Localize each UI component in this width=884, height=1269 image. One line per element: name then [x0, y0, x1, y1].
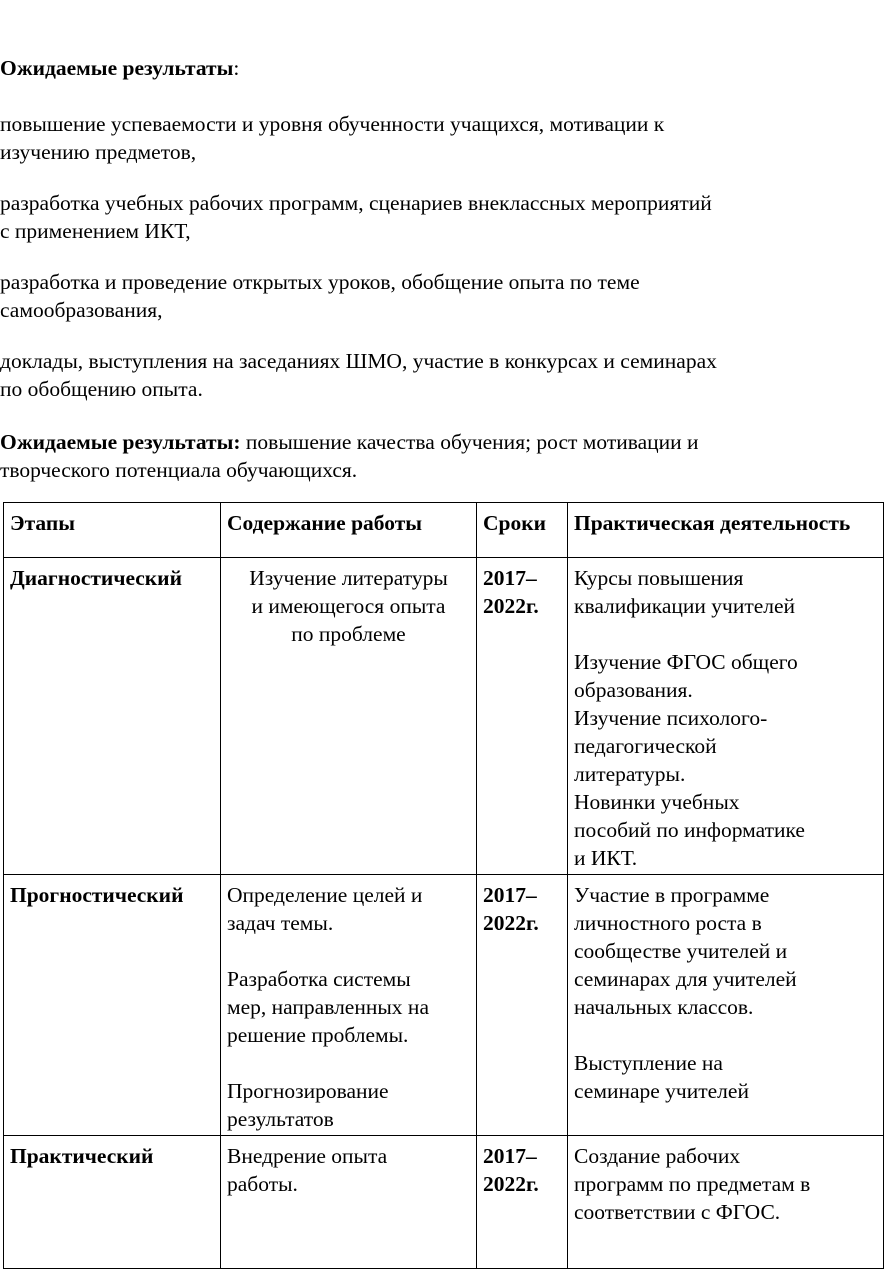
cell-line: личностного роста в [574, 911, 762, 935]
stage-cell: Практический [4, 1136, 221, 1269]
result-item-line: повышение успеваемости и уровня обученности учащихся, мотивации к [0, 112, 665, 136]
cell-line: педагогической [574, 734, 717, 758]
cell-gap [574, 620, 877, 648]
cell-line: программ по предметам в [574, 1172, 811, 1196]
result-item-line: разработка учебных рабочих программ, сценариев внеклассных мероприятий [0, 191, 712, 215]
result-item-line: изучению предметов, [0, 140, 197, 164]
dates-cell [477, 875, 568, 1136]
cell-line: по проблеме [291, 622, 406, 646]
cell-line: образования. [574, 678, 693, 702]
table-row [4, 875, 884, 1136]
cell-line: работы. [227, 1172, 298, 1196]
result-item-line: разработка и проведение открытых уроков, обобщение опыта по теме [0, 270, 640, 294]
cell-line: Разработка системы [227, 967, 411, 991]
result-item-3 [0, 268, 860, 324]
practice-cell [568, 875, 884, 1136]
content-cell [221, 558, 477, 875]
cell-line: решение проблемы. [227, 1023, 409, 1047]
cell-gap [227, 937, 470, 965]
header-stages: Этапы [4, 503, 221, 558]
cell-line: и ИКТ. [574, 846, 638, 870]
result-item-line: самообразования, [0, 298, 163, 322]
content-cell [221, 875, 477, 1136]
stages-table [3, 502, 884, 1269]
result-item-2 [0, 189, 860, 245]
summary-heading: Ожидаемые результаты: [0, 430, 241, 454]
cell-line: мер, направленных на [227, 995, 429, 1019]
cell-line: семинарах для учителей [574, 967, 797, 991]
expected-results-heading [0, 54, 860, 82]
result-item-4 [0, 347, 860, 403]
cell-line: Создание рабочих [574, 1144, 741, 1168]
cell-line: 2022г. [483, 911, 539, 935]
cell-line: Внедрение опыта [227, 1144, 388, 1168]
header-content: Содержание работы [221, 503, 477, 558]
cell-line: и имеющегося опыта [251, 594, 446, 618]
cell-line: начальных классов. [574, 995, 754, 1019]
cell-line: Новинки учебных [574, 790, 740, 814]
cell-line: 2017– [483, 1144, 537, 1168]
result-item-line: доклады, выступления на заседаниях ШМО, участие в конкурсах и семинарах [0, 349, 717, 373]
cell-line: задач темы. [227, 911, 334, 935]
cell-line: Определение целей и [227, 883, 423, 907]
cell-line: 2022г. [483, 594, 539, 618]
heading-colon: : [233, 56, 240, 80]
cell-gap [227, 1049, 470, 1077]
cell-line: соответствии с ФГОС. [574, 1200, 781, 1224]
dates-cell [477, 1136, 568, 1269]
header-dates: Сроки [477, 503, 568, 558]
cell-line: Изучение психолого- [574, 706, 768, 730]
dates-cell [477, 558, 568, 875]
cell-line: Выступление на [574, 1051, 723, 1075]
result-item-1 [0, 110, 860, 166]
cell-line: пособий по информатике [574, 818, 805, 842]
cell-line: Прогнозирование [227, 1079, 389, 1103]
cell-line: Изучение литературы [249, 566, 448, 590]
stage-cell: Прогностический [4, 875, 221, 1136]
cell-line: 2017– [483, 883, 537, 907]
cell-line: Изучение ФГОС общего [574, 650, 798, 674]
expected-results-summary [0, 428, 860, 484]
cell-line: сообществе учителей и [574, 939, 788, 963]
cell-line: литературы. [574, 762, 686, 786]
summary-text: повышение качества обучения; рост мотивации и [240, 430, 699, 454]
cell-line: Курсы повышения [574, 566, 744, 590]
stage-cell: Диагностический [4, 558, 221, 875]
table-row [4, 1136, 884, 1269]
summary-line-1 [0, 428, 860, 456]
result-item-line: по обобщению опыта. [0, 377, 203, 401]
cell-line: семинаре учителей [574, 1079, 749, 1103]
table-header-row [4, 503, 884, 558]
cell-line: Участие в программе [574, 883, 770, 907]
summary-line-2: творческого потенциала обучающихся. [0, 458, 358, 482]
cell-line: результатов [227, 1107, 334, 1131]
table-row [4, 558, 884, 875]
result-item-line: с применением ИКТ, [0, 219, 191, 243]
header-practice: Практическая деятельность [568, 503, 884, 558]
expected-results-title: Ожидаемые результаты [0, 56, 234, 80]
cell-line: 2022г. [483, 1172, 539, 1196]
practice-cell [568, 558, 884, 875]
cell-line: квалификации учителей [574, 594, 796, 618]
cell-line: 2017– [483, 566, 537, 590]
practice-cell [568, 1136, 884, 1269]
cell-gap [574, 1021, 877, 1049]
content-cell [221, 1136, 477, 1269]
